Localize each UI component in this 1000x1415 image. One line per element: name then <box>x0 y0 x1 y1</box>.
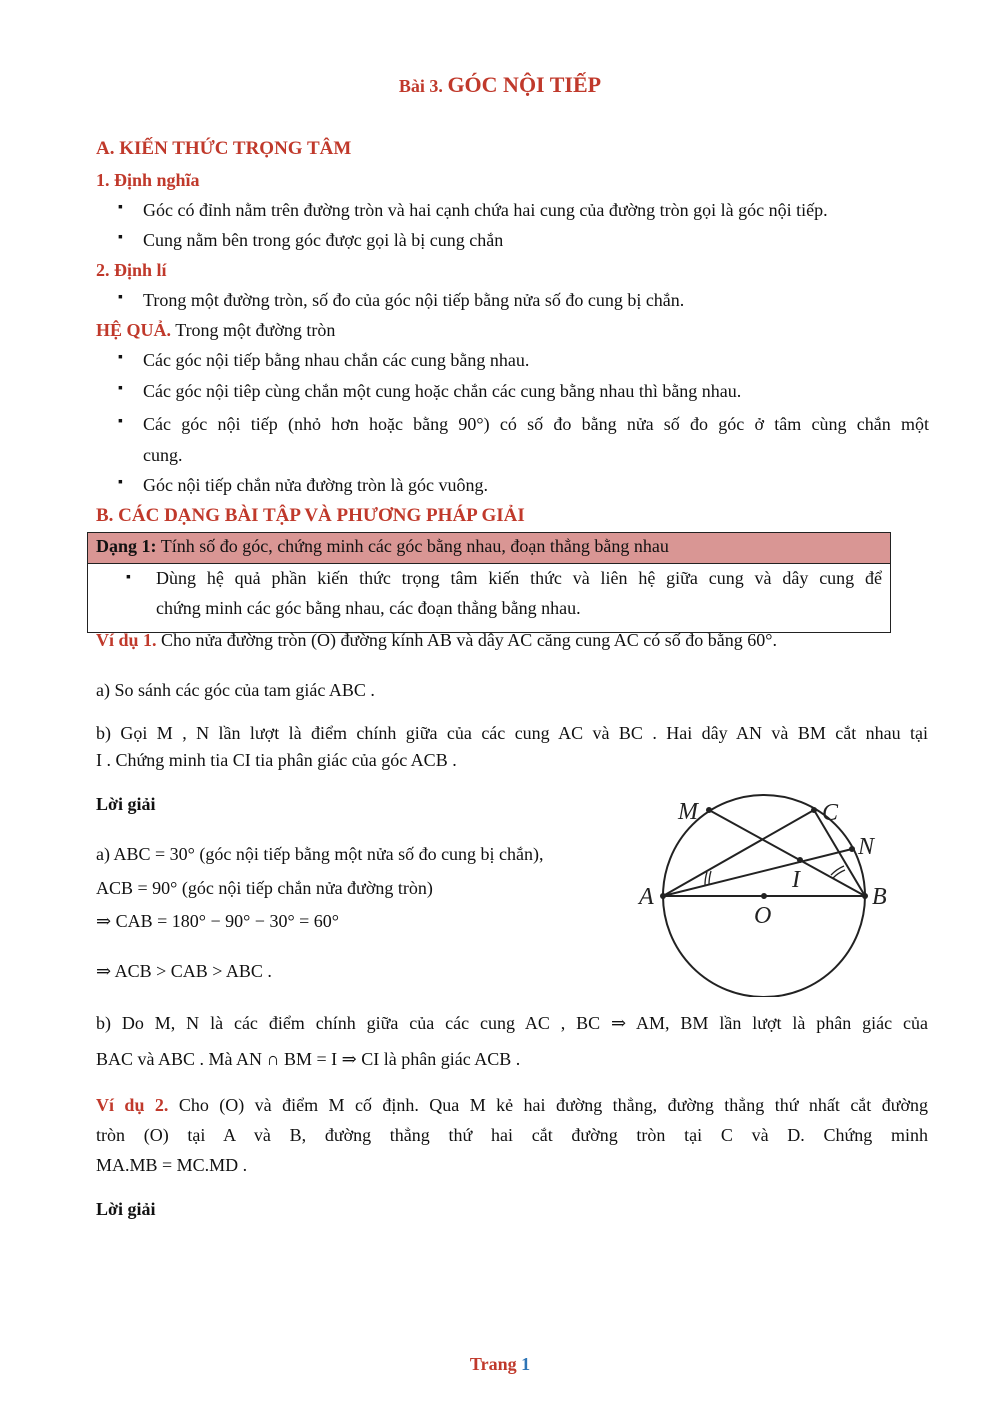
point-o <box>761 893 767 899</box>
corollary-item-continued: cung. <box>143 445 183 465</box>
section-b-heading: B. CÁC DẠNG BÀI TẬP VÀ PHƯƠNG PHÁP GIẢI <box>96 505 525 526</box>
page-footer <box>0 1354 1000 1375</box>
bullet-icon: ▪ <box>126 570 131 585</box>
solution-a-line: a) ABC = 30° (góc nội tiếp bằng một nửa số đo cung bị chắn), <box>96 844 544 864</box>
method-title: Tính số đo góc, chứng minh các góc bằng nhau, đoạn thẳng bằng nhau <box>160 536 669 556</box>
label-n: N <box>858 834 875 860</box>
section-a-heading: A. KIẾN THỨC TRỌNG TÂM <box>96 138 352 159</box>
point-i <box>797 857 803 863</box>
method-text: Dùng hệ quả phần kiến thức trọng tâm kiến thức và liên hệ giữa cung và dây cung để <box>156 568 882 588</box>
example-1-statement: Ví dụ 1. Cho nửa đường tròn (O) đường kính AB và dây AC căng cung AC có số đo bằng 60°. <box>96 630 777 650</box>
solution-b-line: b) Do M, N là các điểm chính giữa của các cung AC , BC ⇒ AM, BM lần lượt là phân giác của <box>96 1013 928 1033</box>
example-2-solution-label: Lời giải <box>96 1199 156 1219</box>
example-2-label: Ví dụ 2. <box>96 1095 169 1115</box>
solution-a-line: ACB = 90° (góc nội tiếp chắn nửa đường tròn) <box>96 878 433 898</box>
point-b <box>862 893 868 899</box>
solution-label: Lời giải <box>96 794 156 814</box>
page-label: Trang <box>469 1354 517 1374</box>
label-o: O <box>754 903 772 929</box>
circle-figure <box>634 792 894 997</box>
solution-b-line: BAC và ABC . Mà AN ∩ BM = I ⇒ CI là phân giác ACB . <box>96 1049 521 1069</box>
theorem-heading: 2. Định lí <box>96 260 167 280</box>
example-1-label: Ví dụ 1. <box>96 630 157 650</box>
title-prefix: Bài 3. <box>398 76 443 96</box>
method-text: chứng minh các góc bằng nhau, các đoạn thẳng bằng nhau. <box>156 598 581 618</box>
method-box-header <box>88 533 890 564</box>
point-a <box>660 893 666 899</box>
title-main: GÓC NỘI TIẾP <box>447 72 602 97</box>
solution-a-line: ⇒ CAB = 180° − 90° − 30° = 60° <box>96 911 339 931</box>
label-m: M <box>678 799 698 825</box>
example-2-statement-cont: tròn (O) tại A và B, đường thẳng thứ hai cắt đường tròn tại C và D. Chứng minh <box>96 1125 928 1145</box>
example-1-part-b-cont: I . Chứng minh tia CI tia phân giác của góc ACB . <box>96 750 457 770</box>
example-1-part-b: b) Gọi M , N lần lượt là điểm chính giữa của các cung AC và BC . Hai dây AN và BM cắt nhau tại <box>96 723 928 743</box>
point-n <box>849 846 855 852</box>
corollary-label: HỆ QUẢ. <box>96 320 172 340</box>
label-c: C <box>822 800 839 826</box>
method-box-body <box>88 564 890 632</box>
corollary-intro: Trong một đường tròn <box>175 320 336 340</box>
angle-arc-a <box>709 871 711 885</box>
example-1-part-a: a) So sánh các góc của tam giác ABC . <box>96 680 375 700</box>
method-box <box>87 532 891 633</box>
solution-a-line: ⇒ ACB > CAB > ABC . <box>96 961 272 981</box>
corollary-line <box>96 320 335 341</box>
definition-heading: 1. Định nghĩa <box>96 170 200 190</box>
method-label: Dạng 1: <box>96 536 157 556</box>
page-number: 1 <box>521 1354 531 1374</box>
angle-arc-a <box>705 872 707 886</box>
label-a: A <box>639 884 654 910</box>
point-m <box>706 807 712 813</box>
chord-mb <box>709 810 865 896</box>
example-2-statement-cont: MA.MB = MC.MD . <box>96 1155 248 1175</box>
label-i: I <box>792 867 800 893</box>
example-2-statement: Ví dụ 2. Cho (O) và điểm M cố định. Qua M kẻ hai đường thẳng, đường thẳng thứ nhất cắt đường <box>96 1095 929 1115</box>
label-b: B <box>872 884 887 910</box>
point-c <box>811 807 817 813</box>
page-title <box>0 72 1000 98</box>
